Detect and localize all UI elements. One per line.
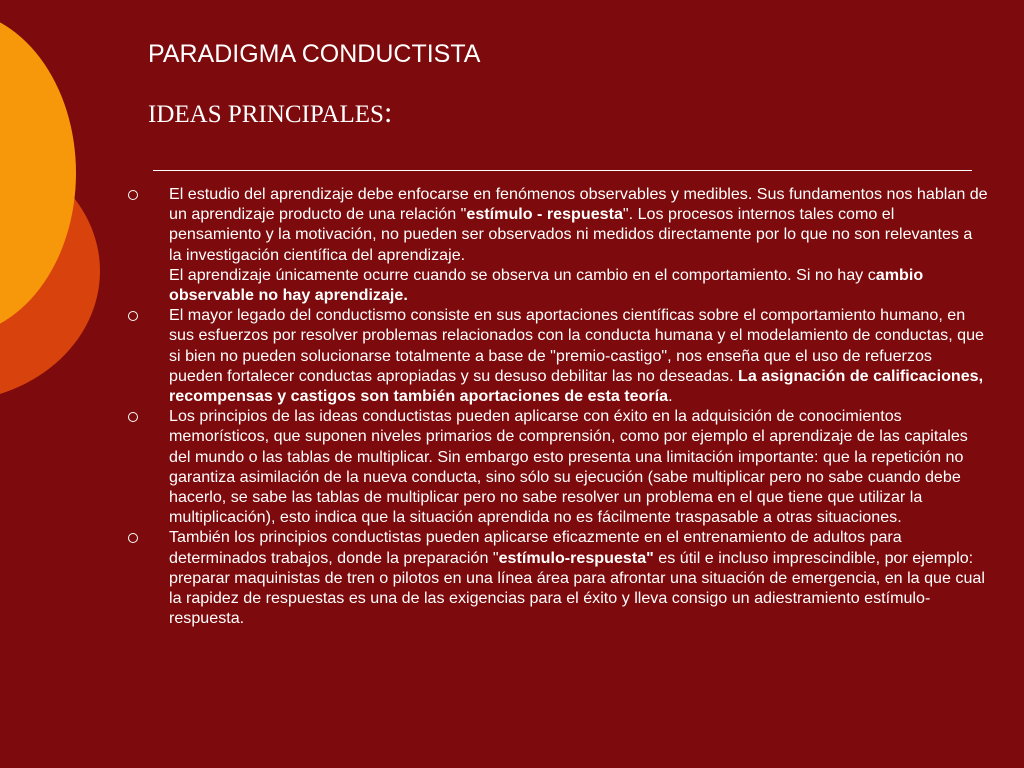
bullet-circle-icon <box>128 412 138 422</box>
bullet-item-2 <box>128 305 988 406</box>
bullet-text: El estudio del aprendizaje debe enfocarse en fenómenos observables y medibles. Sus fundamentos nos hablan de un aprendizaje producto de una relación " <box>169 185 988 224</box>
slide-title: PARADIGMA CONDUCTISTA <box>148 40 481 68</box>
title-divider <box>153 170 972 171</box>
bullet-text: El mayor legado del conductismo consiste en sus aportaciones científicas sobre el comportamiento humano, en sus esfuerzos por resolver problemas relacionados con la conducta humana y el modelamiento de conductas, que si bien no pueden solucionarse totalmente a base de "premio-castigo", nos enseña que el uso de refuerzos pueden fortalecer conductas apropiadas y su desuso debilitar las no deseadas. <box>169 306 984 385</box>
bullet-item-1 <box>128 184 988 305</box>
bullet-circle-icon <box>128 190 138 200</box>
bullet-circle-icon <box>128 533 138 543</box>
bullet-paragraph <box>169 527 988 628</box>
bullet-paragraph <box>169 184 988 265</box>
subtitle-colon: : <box>383 96 393 129</box>
bullet-item-4 <box>128 527 988 628</box>
bullet-bold-text: estímulo-respuesta" <box>498 548 654 567</box>
bullet-list <box>128 184 988 628</box>
bullet-circle-icon <box>128 311 138 321</box>
bullet-text: es útil e incluso imprescindible, por ejemplo: preparar maquinistas de tren o pilotos en una línea área para afrontar una situación de emergencia, en la que cual la rapidez de respuestas es una de las exigencias para el éxito y lleva consigo un adiestramiento estímulo-respuesta. <box>169 548 985 628</box>
bullet-text: El aprendizaje únicamente ocurre cuando se observa un cambio en el comportamiento. Si no hay c <box>169 265 876 284</box>
bullet-paragraph <box>169 406 988 527</box>
bullet-text: También los principios conductistas pueden aplicarse eficazmente en el entrenamiento de adultos para determinados trabajos, donde la preparación " <box>169 528 902 567</box>
bullet-item-3 <box>128 406 988 527</box>
bullet-text: . <box>668 387 673 406</box>
slide-subtitle <box>148 96 392 130</box>
bullet-paragraph <box>169 305 988 406</box>
bullet-bold-text: ambio observable no hay aprendizaje. <box>169 265 924 305</box>
bullet-text: ". Los procesos internos tales como el pensamiento y la motivación, no pueden ser observados ni medidos directamente por lo que no son relevantes a la investigación científica del aprendizaje. <box>169 205 973 264</box>
subtitle-text: IDEAS PRINCIPALES <box>148 101 384 128</box>
bullet-bold-text: estímulo - respuesta <box>466 205 623 224</box>
bullet-paragraph <box>169 265 988 305</box>
bullet-bold-text: La asignación de calificaciones, recompensas y castigos son también aportaciones de esta teoría <box>169 366 984 406</box>
bullet-text: Los principios de las ideas conductistas pueden aplicarse con éxito en la adquisición de conocimientos memorísticos, que suponen niveles primarios de comprensión, como por ejemplo el aprendizaje de las capitales del mundo o las tablas de multiplicar. Sin embargo esto presenta una limitación importante: que la repetición no garantiza asimilación de la nueva conducta, sino sólo su ejecución (sabe multiplicar pero no sabe cuando debe hacerlo, se sabe las tablas de multiplicar pero no sabe resolver un problema en el que tiene que utilizar la multiplicación), esto indica que la situación aprendida no es fácilmente traspasable a otras situaciones. <box>169 407 968 527</box>
